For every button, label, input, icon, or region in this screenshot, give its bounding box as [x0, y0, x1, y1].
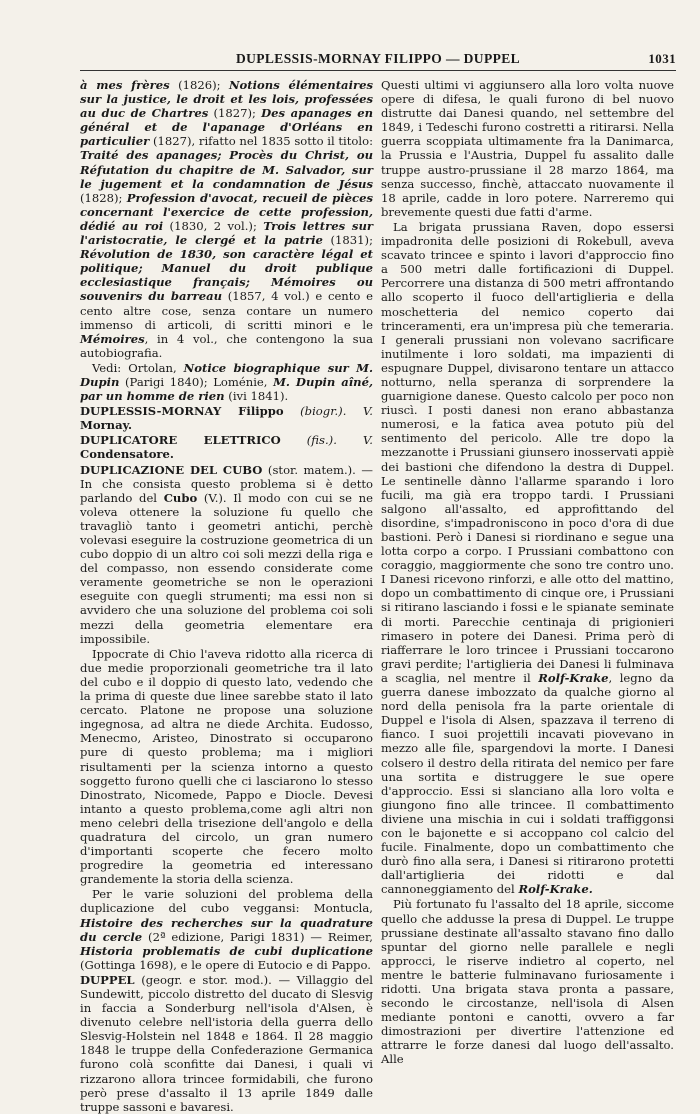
paragraph: Per le varie soluzioni del problema della duplicazione del cubo veggansi: Montucla, Histoire des recherches sur la quadrature du cercle (2ª edizione, Parigi 1831) — Reimer, Historia problematis de cubi duplicatione (Gottinga 1698), e le opere di Eutocio e di Pappo. — [80, 887, 373, 972]
paragraph: Più fortunato fu l'assalto del 18 aprile, siccome quello che addusse la presa di Duppel. Le truppe prussiane destinate all'assalto stavano fino dallo spuntar del giorno nelle parallele e negli approcci, le riserve indietro al coperto, nel mentre le batterie fulminavano furiosamente i ridotti. Una brigata stava pronta a passare, secondo le circostanze, nell'isola di Alsen mediante pontoni e canotti, ovvero a far dimostrazioni per divertire l'attenzione ed attrarre le forze danesi dal luogo dell'assalto. Alle — [381, 897, 674, 1067]
paragraph: La brigata prussiana Raven, dopo essersi impadronita delle posizioni di Rokebull, aveva scavato trincee e spinto i lavori d'approccio fino a 500 metri dalle fortificazioni di Duppel. Percorrere una distanza di 500 metri affrontando allo scoperto il fuoco dell'artiglieria e della moschetteria del nemico coperto dai trinceramenti, era un'impresa più che temeraria. I generali prussiani non volevano sacrificare inutilmente i loro soldati, ma impazienti di espugnare Duppel, divisarono tentare un attacco notturno, nella speranza di sorprendere la guarnigione danese. Questo calcolo per poco non riuscì. I posti danesi non erano abbastanza numerosi, e la fatica avea potuto più del sentimento del pericolo. Alle tre dopo la mezzanotte i Prussiani giunsero inosservati appiè dei bastioni che difendono la destra di Duppel. Le sentinelle dànno l'allarme sparando i loro fucili, ma già era troppo tardi. I Prussiani salgono all'assalto, ed approfittando del disordine, s'impadroniscono in poco d'ora di due bastioni. Però i Danesi si riordinano e segue una lotta corpo a corpo. I Prussiani combattono con coraggio, maggiormente che sono tre contro uno. I Danesi ricevono rinforzi, e alle otto del mattino, dopo un combattimento di cinque ore, i Prussiani si ritirano lasciando i fossi e le spianate seminate di morti. Parecchie centinaja di prigionieri rimasero in potere dei Danesi. Prima però di riafferrare le loro trincee i Prussiani toccarono gravi perdite; l'artiglieria dei Danesi li fulminava a scaglia, nel mentre il Rolf-Krake, legno da guerra danese imbozzato da qualche giorno al nord della penisola fra la parte orientale di Duppel e l'isola di Alsen, spazzava il terreno di fianco. I suoi projettili incavati piovevano in mezzo alle file, spargendovi la morte. I Danesi colsero il destro della ritirata del nemico per fare una sortita e distruggere le sue opere d'approccio. Essi si slanciano alla loro volta e giungono fino alle trincee. Il combattimento diviene una mischia in cui i soldati traffiggonsi con le bajonette e si accoppano col calcio del fucile. Finalmente, dopo un combattimento che durò fino alla sera, i Danesi si ritirarono protetti dall'artiglieria dei ridotti e dal cannoneggiamento del Rolf-Krake. — [381, 219, 675, 897]
running-header — [80, 48, 676, 71]
page-number: 1031 — [648, 51, 676, 66]
paragraph: Ippocrate di Chio l'aveva ridotto alla ricerca di due medie proporzionali geometriche tra il lato del cubo e il doppio di questo lato, vedendo che la prima di queste due linee sarebbe stato il lato cercato. Platone ne propose una soluzione ingegnosa, ad altra ne diede Archita. Eudosso, Menecmo, Aristeo, Dinostrato si occuparono pure di questo problema; ma i migliori risultamenti per la scienza intorno a questo soggetto furono quelli che ci lasciarono lo stesso Dinostrato, Nicomede, Pappo e Diocle. Devesi intanto a questo problema,come agli altri non meno celebri della trisezione dell'angolo e della quadratura del circolo, un gran numero d'importanti scoperte che fecero molto progredire la geometria ed interessano grandemente la storia della scienza. — [80, 646, 373, 887]
entry-duplicatore: DUPLICATORE ELETTRICO (fis.). V. Condensatore. — [80, 433, 373, 462]
entry-duppel: DUPPEL (geogr. e stor. mod.). — Villaggio del Sundewitt, piccolo distretto del ducato di Slesvig in faccia a Sonderburg nell'isola d'Alsen, è divenuto celebre nell'istoria della guerra dello Slesvig-Holstein nel 1848 e 1864. Il 28 maggio 1848 le truppe della Confederazione Germanica furono colà sconfitte dai Danesi, i quali vi rizzarono allora trincee formidabili, che furono però prese d'assalto il 13 aprile 1849 dalle truppe sassoni e bavaresi. — [80, 972, 373, 1114]
text-columns — [80, 78, 676, 1114]
left-column — [80, 78, 373, 1114]
paragraph: Vedi: Ortolan, Notice biographique sur M. Dupin (Parigi 1840); Loménie, M. Dupin aîné, par un homme de rien (ivi 1841). — [80, 360, 374, 404]
entry-duplessis: DUPLESSIS-MORNAY Filippo (biogr.). V. Mornay. — [80, 404, 373, 433]
right-column — [381, 78, 674, 1114]
paragraph: à mes frères (1826); Notions élémentaires sur la justice, le droit et les lois, professées au duc de Chartres (1827); Des apanages en général et de l'apanage d'Orléans en particulier (1827), rifatto nel 1835 sotto il titolo: Traité des apanages; Procès du Christ, ou Réfutation du chapitre de M. Salvador, sur le jugement et la condamnation de Jésus (1828); Profession d'avocat, recueil de pièces concernant l'exercice de cette profession, dédié au roi (1830, 2 vol.); Trois lettres sur l'aristocratie, le clergé et la patrie (1831); Révolution de 1830, son caractère légal et politique; Manuel du droit publique ecclesiastique français; Mémoires ou souvenirs du barreau (1857, 4 vol.) e cento e cento altre cose, senza contare un numero immenso di articoli, di scritti minori e le Mémoires, in 4 vol., che contengono la sua autobiografia. — [80, 78, 373, 360]
header-title: DUPLESSIS-MORNAY FILIPPO — DUPPEL — [235, 51, 521, 66]
paragraph: Questi ultimi vi aggiunsero alla loro volta nuove opere di difesa, le quali furono di bel nuovo distrutte dai Danesi quando, nel settembre del 1849, i Tedeschi furono costretti a ritirarsi. Nella guerra scoppiata ultimamente fra la Danimarca, la Prussia e l'Austria, Duppel fu assalito dalle truppe austro-prussiane il 28 marzo 1864, ma senza successo, finchè, attaccato nuovamente il 18 aprile, cadde in loro potere. Narreremo qui brevemente questi due fatti d'arme. — [381, 78, 674, 219]
entry-duplicazione: DUPLICAZIONE DEL CUBO (stor. matem.). — In che consista questo problema si è detto parlando del Cubo (V.). Il modo con cui se ne voleva ottenere la soluzione fu quello che travagliò tanto i geometri antichi, perchè volevasi eseguire la costruzione geometrica di un cubo doppio di un altro coi soli mezzi della riga e del compasso, non essendo considerate come veramente geometriche se non le operazioni eseguite con quegli strumenti; ma essi non si avvidero che una soluzione del problema coi soli mezzi della geometria elementare era impossibile. — [80, 462, 373, 646]
